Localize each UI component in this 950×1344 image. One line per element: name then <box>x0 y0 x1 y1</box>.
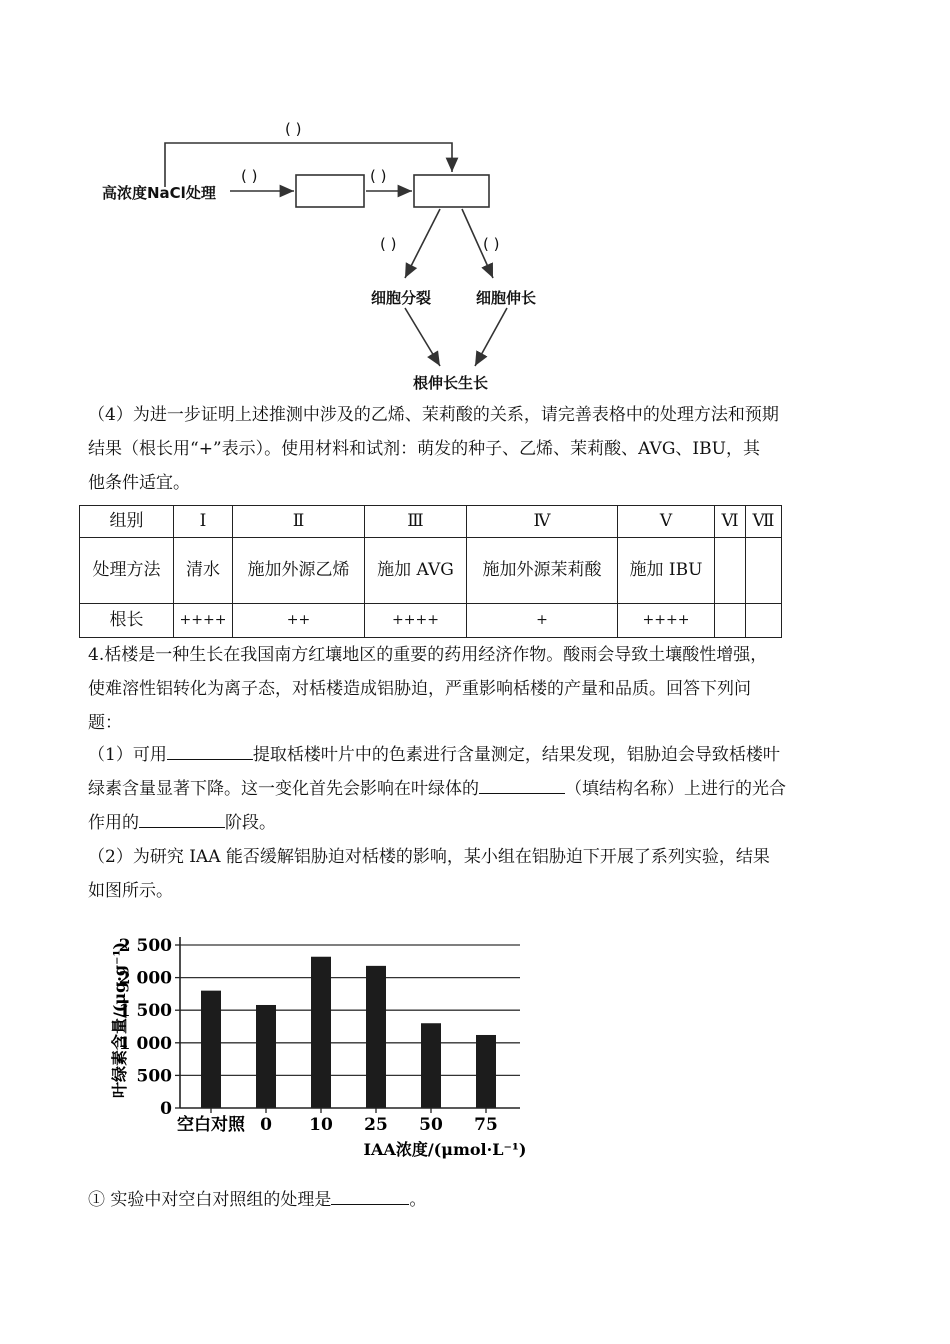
q4-part1-text-c: 绿素含量显著下降。这一变化首先会影响在叶绿体的 <box>88 779 479 799</box>
table-cell: Ⅰ <box>174 506 233 538</box>
q4-part1-text-f: 阶段。 <box>225 813 276 833</box>
table-cell: Ⅳ <box>467 506 618 538</box>
table-cell <box>715 604 746 638</box>
q4-stem-line-2: 使难溶性铝转化为离子态，对栝楼造成铝胁迫，严重影响栝楼的产量和品质。回答下列问 <box>88 679 751 699</box>
table-cell: 清水 <box>174 538 233 604</box>
x-tick-label: 75 <box>474 1115 498 1135</box>
blank-box-2 <box>414 175 489 207</box>
q4-part1-line-2 <box>88 772 786 806</box>
table-row <box>80 538 782 604</box>
y-tick-label: 1 000 <box>118 1033 172 1054</box>
bar <box>476 1035 496 1108</box>
table-cell: Ⅶ <box>746 506 782 538</box>
nacl-treatment-label: 高浓度NaCl处理 <box>102 184 216 202</box>
arrow-division-to-final <box>405 308 440 366</box>
arrow-elongation-to-final <box>475 308 507 366</box>
table-cell: ++++ <box>174 604 233 638</box>
arrow-to-division <box>405 209 440 278</box>
bar <box>256 1005 276 1108</box>
table-cell: ++++ <box>618 604 715 638</box>
experiment-table <box>79 505 782 638</box>
blank-right-arrow: ( ) <box>483 235 500 253</box>
table-cell: 处理方法 <box>80 538 174 604</box>
root-elongation-label: 根伸长生长 <box>413 374 489 392</box>
table-cell: 组别 <box>80 506 174 538</box>
table-cell <box>746 538 782 604</box>
table-cell: 根长 <box>80 604 174 638</box>
y-tick-label: 1 500 <box>118 1001 172 1022</box>
q4-part1-line-3 <box>88 806 276 840</box>
table-cell <box>746 604 782 638</box>
answer-blank-4[interactable] <box>331 1184 409 1205</box>
table-cell: 施加 AVG <box>365 538 467 604</box>
x-tick-label: 10 <box>309 1115 333 1135</box>
q4-part1-text-e: 作用的 <box>88 813 139 833</box>
bar <box>201 991 221 1108</box>
table-cell: 施加外源茉莉酸 <box>467 538 618 604</box>
q4-part1-text-a: （1）可用 <box>88 745 167 765</box>
answer-blank-3[interactable] <box>139 807 225 828</box>
x-tick-label: 25 <box>364 1115 388 1135</box>
y-axis-label: 叶绿素含量/(μg·g⁻¹) <box>110 941 129 1099</box>
answer-blank-1[interactable] <box>167 739 253 760</box>
blank-left-arrow: ( ) <box>380 235 397 253</box>
blank-top: ( ) <box>285 120 302 138</box>
bar <box>366 966 386 1108</box>
y-tick-label: 2 500 <box>118 936 172 956</box>
table-cell <box>715 538 746 604</box>
blank-mid-arrow: ( ) <box>370 167 387 185</box>
table-row <box>80 604 782 638</box>
q4-stem-line-1: 4.栝楼是一种生长在我国南方红壤地区的重要的药用经济作物。酸雨会导致土壤酸性增强， <box>88 645 768 665</box>
table-cell: 施加外源乙烯 <box>233 538 365 604</box>
table-cell: Ⅴ <box>618 506 715 538</box>
chlorophyll-bar-chart <box>100 915 540 1165</box>
bar <box>311 957 331 1108</box>
answer-blank-2[interactable] <box>479 773 565 794</box>
y-tick-label: 500 <box>136 1066 172 1087</box>
q4-part2-line-2: 如图所示。 <box>88 881 173 901</box>
q4-part2-line-1: （2）为研究 IAA 能否缓解铝胁迫对栝楼的影响，某小组在铝胁迫下开展了系列实验，结果 <box>88 847 770 867</box>
x-tick-label: 50 <box>419 1115 443 1135</box>
x-axis-label: IAA浓度/(μmol·L⁻¹) <box>363 1140 527 1159</box>
q4-stem-line-3: 题： <box>88 713 122 733</box>
q4-line-1: （4）为进一步证明上述推测中涉及的乙烯、茉莉酸的关系，请完善表格中的处理方法和预期 <box>88 405 779 425</box>
y-tick-label: 2 000 <box>118 968 172 989</box>
q4-line-3: 他条件适宜。 <box>88 473 190 493</box>
q4-sub1-line <box>88 1183 426 1217</box>
table-cell: + <box>467 604 618 638</box>
table-cell: Ⅲ <box>365 506 467 538</box>
q4-part1-line-1 <box>88 738 780 772</box>
q4-sub1-text-b: 。 <box>409 1190 427 1210</box>
blank-box-1 <box>296 175 364 207</box>
table-cell: ++ <box>233 604 365 638</box>
table-cell: 施加 IBU <box>618 538 715 604</box>
table-cell: Ⅵ <box>715 506 746 538</box>
q4-sub1-text-a: ① 实验中对空白对照组的处理是 <box>88 1190 332 1210</box>
table-cell: Ⅱ <box>233 506 365 538</box>
q4-part1-text-b: 提取栝楼叶片中的色素进行含量测定，结果发现，铝胁迫会导致栝楼叶 <box>252 745 780 765</box>
table-row <box>80 506 782 538</box>
q4-part1-text-d: （填结构名称）上进行的光合 <box>565 779 786 799</box>
bar <box>421 1023 441 1108</box>
y-tick-label: 0 <box>160 1099 172 1119</box>
cell-division-label: 细胞分裂 <box>371 289 432 307</box>
x-tick-label: 空白对照 <box>177 1115 245 1135</box>
x-tick-label: 0 <box>260 1115 272 1135</box>
q4-line-2: 结果（根长用“+”表示）。使用材料和试剂：萌发的种子、乙烯、茉莉酸、AVG、IBU，其 <box>88 439 760 459</box>
table-cell: ++++ <box>365 604 467 638</box>
cell-elongation-label: 细胞伸长 <box>476 289 537 307</box>
blank-nacl-arrow: ( ) <box>241 167 258 185</box>
